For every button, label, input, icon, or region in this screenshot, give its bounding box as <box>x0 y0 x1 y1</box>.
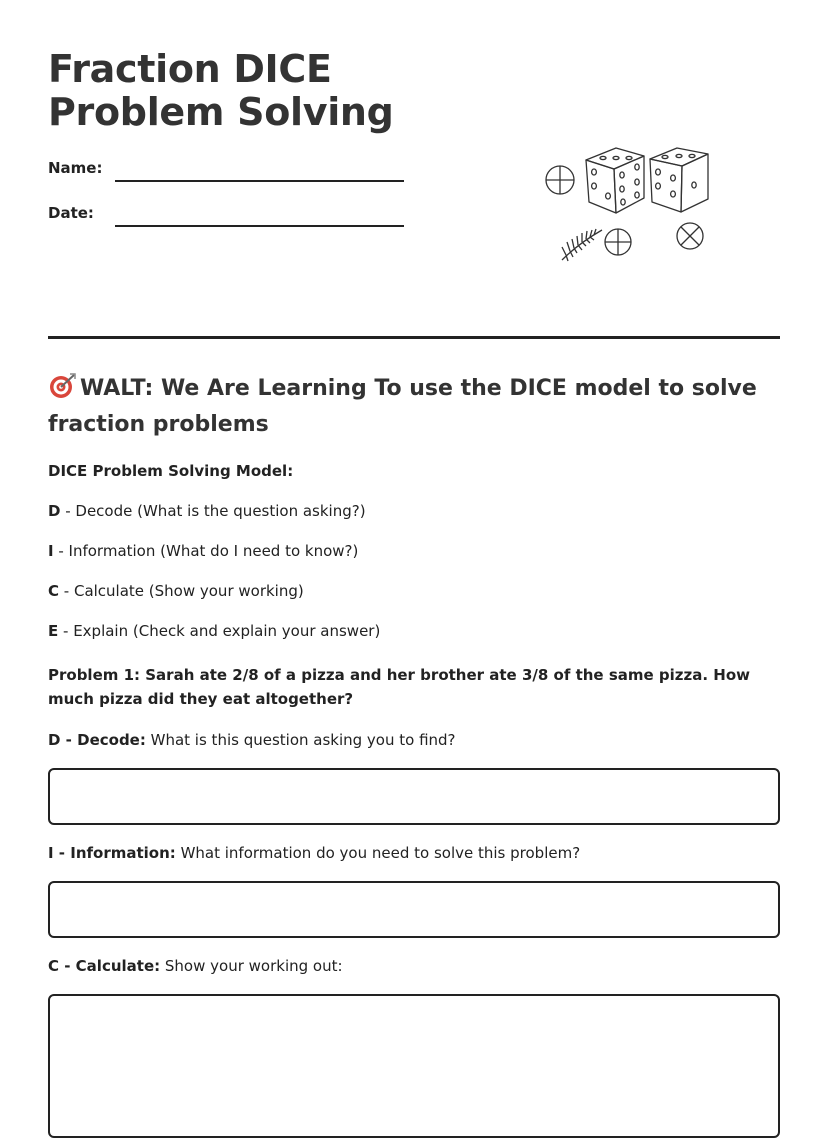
name-label: Name: <box>48 159 103 177</box>
page-title: Fraction DICE Problem Solving <box>48 47 394 134</box>
information-label: I - Information: <box>48 844 176 862</box>
step-letter: C <box>48 582 60 600</box>
step-letter: D <box>48 502 61 520</box>
step-letter: E <box>48 622 59 640</box>
walt-heading <box>48 371 783 443</box>
step-explain <box>48 619 783 643</box>
calculate-answer-box[interactable] <box>48 994 780 1138</box>
step-text: - Decode (What is the question asking?) <box>60 502 366 520</box>
information-prompt <box>48 841 783 865</box>
step-decode <box>48 499 783 523</box>
decode-answer-box[interactable] <box>48 768 780 825</box>
information-question: What information do you need to solve this problem? <box>175 844 581 862</box>
dice-illustration <box>540 142 715 267</box>
name-line[interactable] <box>115 180 404 182</box>
step-letter: I <box>48 542 54 560</box>
decode-label: D - Decode: <box>48 731 146 749</box>
calculate-question: Show your working out: <box>160 957 343 975</box>
decode-prompt <box>48 728 783 752</box>
calculate-prompt <box>48 954 783 978</box>
problem-1-text: Problem 1: Sarah ate 2/8 of a pizza and her brother ate 3/8 of the same pizza. How much pizza did they eat altogether? <box>48 666 750 708</box>
target-icon <box>48 373 76 399</box>
step-calculate <box>48 579 783 603</box>
step-information <box>48 539 783 563</box>
model-heading: DICE Problem Solving Model: <box>48 462 294 480</box>
information-answer-box[interactable] <box>48 881 780 938</box>
decode-question: What is this question asking you to find? <box>145 731 456 749</box>
step-text: - Calculate (Show your working) <box>59 582 304 600</box>
step-text: - Explain (Check and explain your answer) <box>58 622 381 640</box>
walt-text: WALT: We Are Learning To use the DICE model to solve fraction problems <box>48 376 757 437</box>
section-divider <box>48 336 780 339</box>
date-line[interactable] <box>115 225 404 227</box>
date-label: Date: <box>48 204 94 222</box>
step-text: - Information (What do I need to know?) <box>53 542 359 560</box>
calculate-label: C - Calculate: <box>48 957 161 975</box>
